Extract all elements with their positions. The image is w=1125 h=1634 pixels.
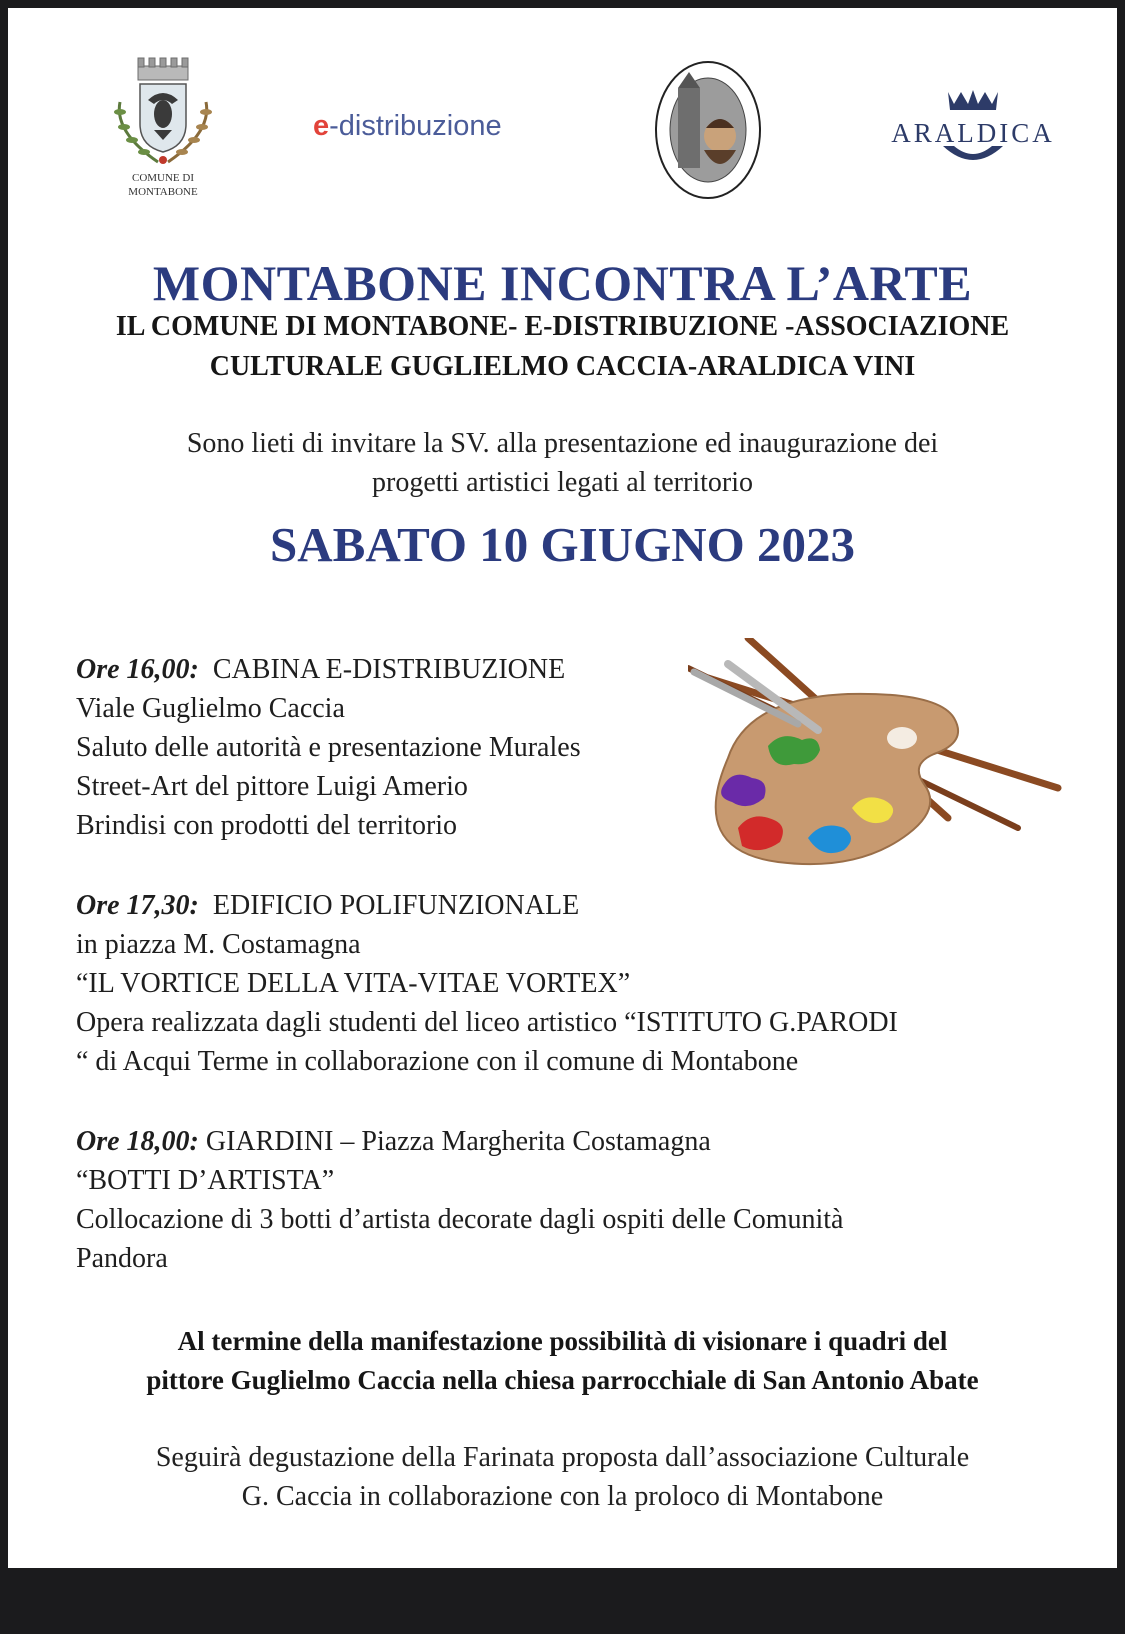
schedule-line: Opera realizzata dagli studenti del liceo artistico “ISTITUTO G.PARODI	[76, 1007, 898, 1038]
associazione-caccia-seal	[648, 58, 768, 208]
schedule-heading	[76, 1122, 1076, 1161]
schedule-line: “ di Acqui Terme in collaborazione con il comune di Montabone	[76, 1046, 799, 1077]
coat-of-arms-icon	[98, 52, 228, 172]
closing-note-line-1: Al termine della manifestazione possibilità di visionare i quadri del	[177, 1326, 948, 1356]
schedule-line: Viale Guglielmo Caccia	[76, 693, 345, 724]
schedule-time: Ore 17,30:	[76, 890, 199, 921]
invitation-poster	[8, 8, 1117, 1568]
schedule-time: Ore 18,00:	[76, 1126, 199, 1157]
schedule-venue: CABINA E-DISTRIBUZIONE	[212, 654, 566, 685]
schedule-line: in piazza M. Costamagna	[76, 929, 361, 960]
followup-line-2: G. Caccia in collaborazione con la proloco di Montabone	[241, 1481, 884, 1512]
schedule-heading	[76, 650, 1076, 689]
comune-montabone-logo	[98, 52, 228, 212]
e-distribuzione-logo-prefix: e	[313, 110, 330, 142]
schedule-venue: GIARDINI – Piazza Margherita Costamagna	[205, 1126, 711, 1157]
araldica-logo	[888, 88, 1058, 178]
seal-portrait-icon	[648, 58, 768, 208]
schedule-line: Street-Art del pittore Luigi Amerio	[76, 771, 468, 802]
event-date: SABATO 10 GIUGNO 2023	[270, 517, 855, 572]
invitation-line-1: Sono lieti di invitare la SV. alla presentazione ed inaugurazione dei	[186, 428, 939, 459]
schedule-line: “BOTTI D’ARTISTA”	[76, 1165, 335, 1196]
schedule-line: Collocazione di 3 botti d’artista decorate dagli ospiti delle Comunità	[76, 1204, 844, 1235]
schedule-time: Ore 16,00:	[76, 654, 199, 685]
e-distribuzione-logo	[313, 110, 553, 154]
schedule-block-2	[76, 886, 1076, 1081]
schedule-line: Brindisi con prodotti del territorio	[76, 810, 458, 841]
schedule-line: Pandora	[76, 1243, 168, 1274]
schedule-line: “IL VORTICE DELLA VITA-VITAE VORTEX”	[76, 968, 631, 999]
schedule-block-3	[76, 1122, 1076, 1278]
schedule-venue: EDIFICIO POLIFUNZIONALE	[212, 890, 580, 921]
followup-line-1: Seguirà degustazione della Farinata proposta dall’associazione Culturale	[155, 1442, 970, 1473]
closing-note-line-2: pittore Guglielmo Caccia nella chiesa parrocchiale di San Antonio Abate	[146, 1365, 979, 1395]
organizers-line-2: CULTURALE GUGLIELMO CACCIA-ARALDICA VINI	[209, 351, 916, 382]
e-distribuzione-logo-suffix: -distribuzione	[329, 110, 502, 142]
organizers-line-1: IL COMUNE DI MONTABONE- E-DISTRIBUZIONE -ASSOCIAZIONE	[115, 311, 1010, 342]
page-title: MONTABONE INCONTRA L’ARTE	[152, 255, 973, 311]
comune-caption-line2: MONTABONE	[128, 186, 198, 198]
schedule-line: Saluto delle autorità e presentazione Murales	[76, 732, 581, 763]
schedule-heading	[76, 886, 1076, 925]
araldica-wordmark: ARALDICA	[891, 118, 1055, 148]
invitation-line-2: progetti artistici legati al territorio	[372, 467, 753, 498]
schedule-block-1	[76, 650, 1076, 845]
comune-caption-line1: COMUNE DI	[131, 172, 195, 184]
